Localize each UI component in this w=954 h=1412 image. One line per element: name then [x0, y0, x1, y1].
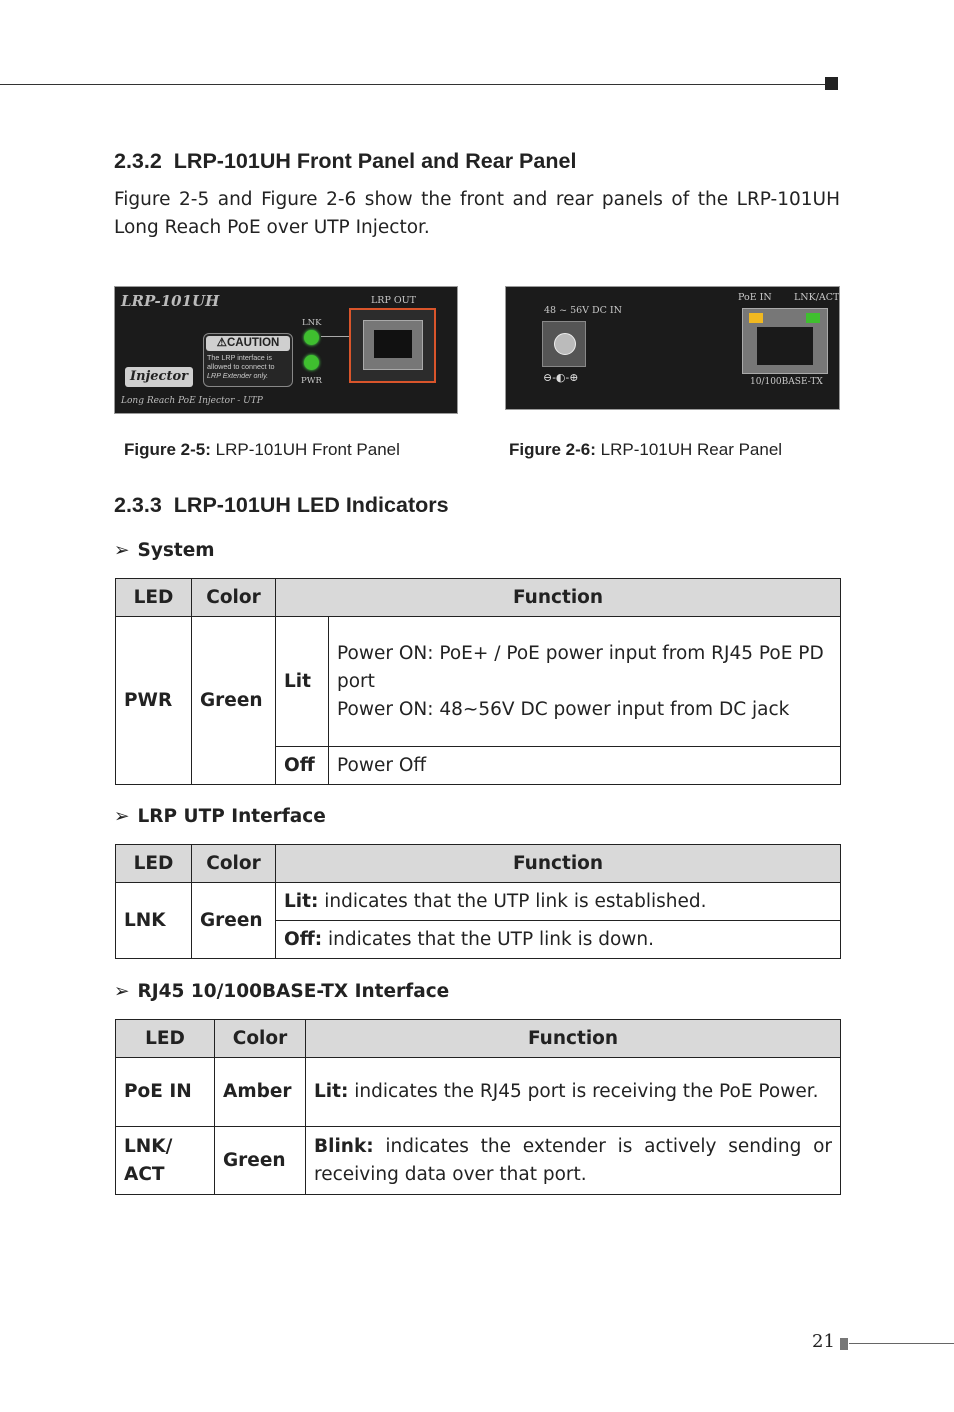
arrow-bullet-icon: ➢	[114, 981, 130, 1002]
off-label: Off:	[284, 928, 323, 950]
poe-in-label: PoE IN	[738, 292, 772, 303]
lrp-led-table	[115, 844, 841, 959]
poe-in-led-cell: PoE IN	[116, 1058, 215, 1127]
section-title: LRP-101UH Front Panel and Rear Panel	[173, 149, 577, 173]
intro-paragraph: Figure 2-5 and Figure 2-6 show the front and rear panels of the LRP-101UH Long Reach PoE over UTP Injector.	[114, 189, 840, 238]
rj45-heading-label: RJ45 10/100BASE-TX Interface	[137, 981, 450, 1002]
off-function-cell: Power Off	[329, 747, 841, 785]
system-heading	[114, 540, 215, 561]
lrp-heading	[114, 806, 326, 827]
header-square	[825, 77, 838, 90]
poe-in-led	[749, 313, 763, 323]
dc-in-label: DC IN	[592, 305, 622, 316]
system-led-table	[115, 578, 841, 785]
arrow-bullet-icon: ➢	[114, 540, 130, 561]
caution-header	[206, 336, 290, 351]
page-number: 21	[812, 1331, 835, 1352]
header-function: Function	[276, 579, 841, 617]
section-heading-2-3-3	[114, 493, 449, 518]
footer-rule	[849, 1343, 954, 1344]
off-function-cell	[276, 921, 841, 959]
lit-text: indicates the RJ45 port is receiving the PoE Power.	[348, 1081, 819, 1102]
lnk-leader-line	[321, 336, 349, 337]
dc-jack	[542, 321, 586, 367]
lrp-heading-label: LRP UTP Interface	[137, 806, 326, 827]
blink-label: Blink:	[314, 1135, 374, 1157]
lit-function-line-2: Power ON: 48~56V DC power input from DC jack	[337, 698, 790, 720]
injector-badge	[125, 367, 193, 387]
pwr-led-cell: PWR	[116, 617, 192, 785]
lrp-out-port	[349, 308, 436, 383]
arrow-bullet-icon: ➢	[114, 806, 130, 827]
header-rule	[0, 84, 826, 85]
lnk-act-color-cell: Green	[215, 1127, 306, 1195]
lnk-act-led-cell: LNK/ ACT	[116, 1127, 215, 1195]
pwr-color-cell: Green	[192, 617, 276, 785]
lnk-act-function-cell	[306, 1127, 841, 1195]
lnk-act-led	[806, 313, 820, 323]
off-text: indicates that the UTP link is down.	[322, 928, 655, 950]
pwr-led	[304, 355, 319, 370]
lit-label: Lit:	[314, 1081, 349, 1102]
lit-label: Lit:	[284, 890, 319, 912]
lit-state-cell: Lit	[276, 617, 329, 747]
figure-2-6-caption	[509, 440, 782, 460]
lnk-act-label: LNK/ACT	[794, 292, 840, 303]
section-number: 2.3.2	[114, 149, 162, 173]
caution-title: CAUTION	[226, 337, 280, 349]
figure-2-5-caption	[124, 440, 400, 460]
header-color: Color	[215, 1020, 306, 1058]
rj45-led-table	[115, 1019, 841, 1195]
dc-jack-socket-icon	[554, 333, 576, 355]
front-panel-figure	[114, 286, 458, 414]
injector-badge-label: Injector	[130, 369, 188, 384]
caution-line-2: allowed to connect to	[207, 362, 275, 371]
lnk-led-label: LNK	[302, 318, 322, 328]
caption-text: LRP-101UH Rear Panel	[595, 440, 783, 459]
caption-label: Figure 2-5:	[124, 440, 211, 459]
poe-in-color-cell: Amber	[215, 1058, 306, 1127]
lit-function-cell	[276, 883, 841, 921]
lit-text: indicates that the UTP link is established.	[318, 890, 707, 912]
warning-icon: ⚠	[216, 337, 227, 349]
rj45-socket-icon	[757, 327, 813, 365]
section-number: 2.3.3	[114, 493, 162, 517]
caution-line-1: The LRP interface is	[207, 353, 272, 362]
blink-text: indicates the extender is actively sending or receiving data over that port.	[314, 1135, 832, 1185]
header-function: Function	[276, 845, 841, 883]
lit-function-cell	[329, 617, 841, 747]
rj45-socket-icon	[363, 320, 423, 370]
pwr-led-label: PWR	[301, 376, 322, 386]
lrp-out-label: LRP OUT	[371, 295, 417, 306]
section-heading-2-3-2	[114, 149, 576, 174]
section-title: LRP-101UH LED Indicators	[173, 493, 449, 517]
caution-label	[203, 333, 293, 387]
lnk-led	[304, 330, 319, 345]
off-state-cell: Off	[276, 747, 329, 785]
caption-label: Figure 2-6:	[509, 440, 596, 459]
lnk-led-cell: LNK	[116, 883, 192, 959]
rear-port-label: 10/100BASE-TX	[750, 377, 823, 387]
header-led: LED	[116, 579, 192, 617]
front-panel-subtitle: Long Reach PoE Injector - UTP	[121, 396, 263, 406]
rj45-port	[742, 308, 828, 374]
rear-panel-figure	[505, 286, 840, 410]
header-color: Color	[192, 579, 276, 617]
polarity-icon: ⊖-◐-⊕	[543, 371, 579, 384]
header-color: Color	[192, 845, 276, 883]
front-panel-model: LRP-101UH	[121, 292, 220, 310]
header-led: LED	[116, 845, 192, 883]
header-led: LED	[116, 1020, 215, 1058]
system-heading-label: System	[137, 540, 215, 561]
footer-square	[840, 1338, 848, 1350]
poe-in-function-cell	[306, 1058, 841, 1127]
caption-text: LRP-101UH Front Panel	[210, 440, 400, 459]
lit-function-line-1: Power ON: PoE+ / PoE power input from RJ45 PoE PD port	[337, 642, 824, 692]
rj45-heading	[114, 981, 449, 1002]
voltage-label: 48 ~ 56V	[544, 305, 590, 316]
caution-line-3: LRP Extender only.	[207, 371, 269, 380]
lnk-color-cell: Green	[192, 883, 276, 959]
header-function: Function	[306, 1020, 841, 1058]
